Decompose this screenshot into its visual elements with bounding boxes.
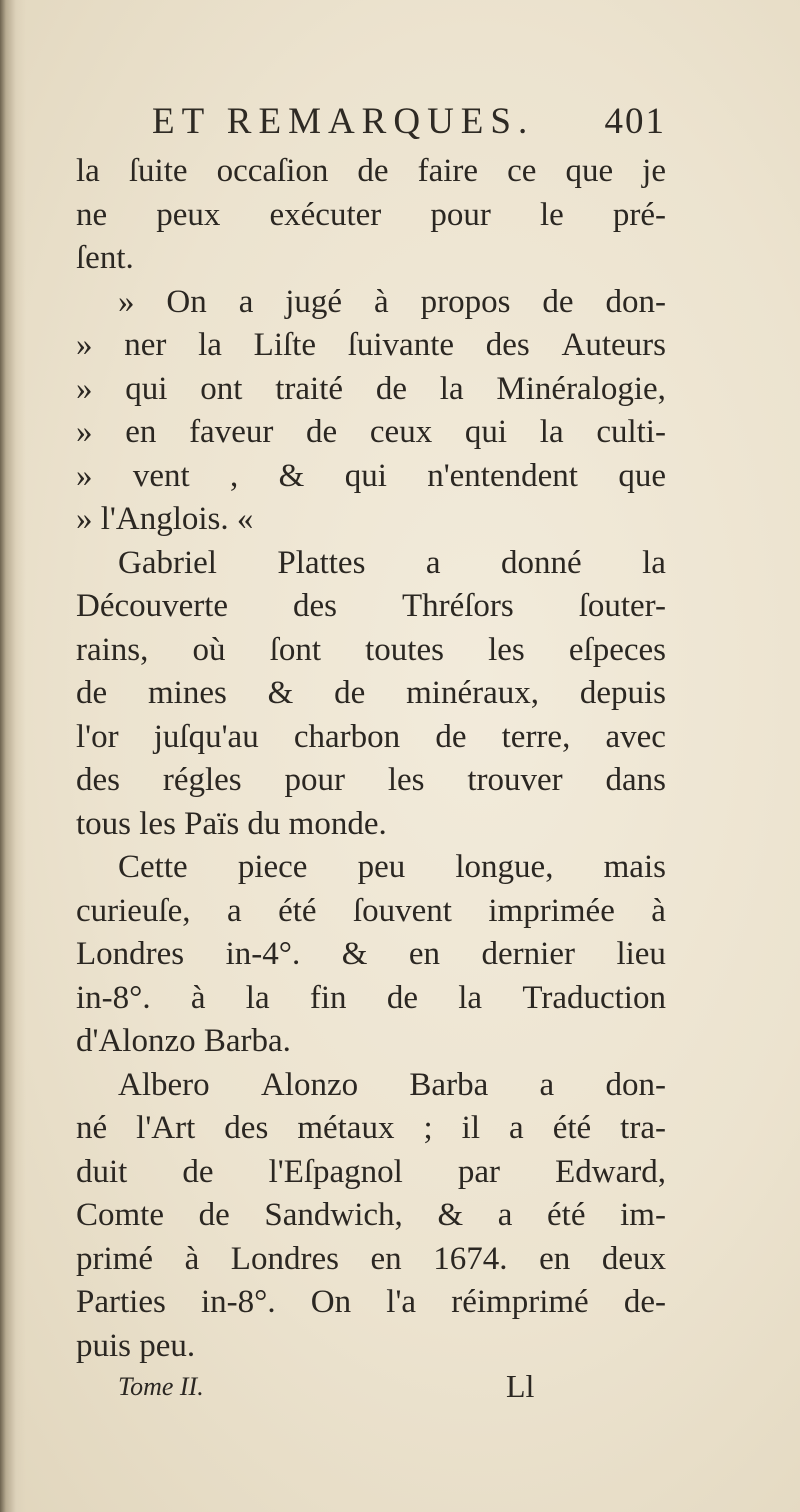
word: in-8°. — [76, 979, 151, 1016]
word: régles — [162, 762, 242, 798]
word: de — [542, 283, 574, 320]
word: » — [76, 414, 93, 450]
word: de — [386, 979, 418, 1016]
word: lieu — [616, 936, 666, 972]
text-line-12 — [76, 629, 666, 673]
word: à — [651, 892, 666, 929]
word: juſqu'au — [153, 718, 259, 755]
word: en — [370, 1240, 402, 1277]
word: que — [618, 457, 666, 494]
word: minéraux, — [406, 675, 539, 711]
word: des — [224, 1110, 269, 1146]
word: de — [435, 718, 467, 755]
text-line-2 — [76, 194, 666, 238]
text-line-1 — [76, 150, 666, 194]
word: de — [306, 414, 338, 450]
word: né — [76, 1110, 108, 1146]
word: avec — [605, 718, 666, 755]
text-line-11 — [76, 585, 666, 629]
word: 1674. — [433, 1240, 508, 1277]
word: donné — [501, 544, 582, 581]
word: faveur — [189, 414, 274, 450]
running-head-title: ET REMARQUES. — [152, 101, 535, 142]
word: les — [387, 762, 425, 798]
page-footer — [76, 1368, 666, 1414]
word: Traduction — [522, 979, 666, 1016]
word: l'Art — [136, 1110, 196, 1146]
word: On — [310, 1284, 352, 1320]
word: mines — [147, 675, 227, 711]
text-line-23 — [76, 1107, 666, 1151]
word: in-4°. — [225, 936, 301, 972]
word: jugé — [285, 283, 343, 320]
text-line-27 — [76, 1281, 666, 1325]
word: & — [267, 675, 294, 711]
word: été — [552, 1110, 592, 1146]
word: rains, — [76, 631, 149, 668]
word: exécuter — [269, 196, 382, 233]
word: n'entendent — [427, 457, 578, 494]
word: in-8°. — [201, 1284, 276, 1320]
word: Découverte — [76, 588, 229, 624]
word: vent — [132, 457, 190, 494]
word: de — [334, 675, 366, 711]
text-line-7 — [76, 411, 666, 455]
word: le — [539, 196, 564, 233]
running-head — [76, 100, 666, 150]
word: Alonzo — [260, 1066, 359, 1103]
word: ſouter- — [578, 588, 666, 624]
text-line-3: ſent. — [76, 240, 134, 276]
word: Plattes — [277, 544, 366, 581]
word: » — [76, 370, 93, 407]
text-line-18 — [76, 890, 666, 934]
word: des — [485, 327, 530, 363]
word: don- — [605, 1066, 666, 1103]
word: a — [497, 1197, 513, 1233]
word: Londres — [230, 1240, 339, 1277]
word: a — [238, 283, 254, 320]
word: qui — [125, 370, 168, 407]
word: im- — [620, 1197, 666, 1233]
word: la — [539, 414, 564, 450]
word: à — [190, 979, 206, 1016]
word: de — [375, 370, 407, 407]
word: qui — [344, 457, 387, 494]
word: en — [408, 936, 441, 972]
word: les — [488, 631, 525, 668]
word: dernier — [481, 936, 575, 972]
word: Londres — [76, 936, 185, 972]
word: culti- — [596, 414, 666, 450]
word: fin — [309, 979, 347, 1016]
word: de — [76, 675, 108, 711]
word: pour — [284, 762, 345, 798]
word: été — [547, 1197, 586, 1233]
word: la — [245, 979, 270, 1016]
text-line-10 — [76, 542, 666, 586]
text-line-15 — [76, 759, 666, 803]
text-line-21: d'Alonzo Barba. — [76, 1023, 291, 1059]
text-line-6 — [76, 368, 666, 412]
word: piece — [237, 849, 308, 885]
word: dans — [605, 762, 666, 798]
word: toutes — [365, 631, 444, 668]
word: Thréſors — [401, 588, 514, 624]
word: été — [278, 892, 317, 929]
word: par — [457, 1153, 501, 1190]
word: en — [125, 414, 157, 450]
word: deux — [601, 1240, 666, 1277]
word: des — [76, 762, 120, 798]
word: je — [642, 153, 666, 189]
word: » — [118, 283, 135, 320]
word: Minéralogie, — [496, 370, 666, 407]
word: On — [166, 283, 207, 320]
word: a — [509, 1110, 524, 1146]
word: l'or — [76, 718, 119, 755]
word: a — [425, 544, 441, 581]
word: charbon — [293, 718, 401, 755]
text-line-22 — [76, 1064, 666, 1108]
word: mais — [603, 849, 666, 885]
word: trouver — [467, 762, 563, 798]
word: , — [230, 457, 239, 494]
word: la — [458, 979, 483, 1016]
page-number: 401 — [604, 101, 666, 142]
text-line-26 — [76, 1238, 666, 1282]
word: ont — [200, 370, 243, 407]
word: & — [341, 936, 368, 972]
text-block — [76, 100, 666, 1414]
text-line-8 — [76, 455, 666, 499]
text-line-4 — [76, 281, 666, 325]
signature-mark: Ll — [506, 1368, 535, 1404]
word: Comte — [76, 1197, 164, 1233]
volume-mark: Tome II. — [118, 1372, 204, 1401]
word: métaux — [297, 1110, 395, 1146]
word: Liſte — [253, 327, 316, 363]
word: don- — [605, 283, 666, 320]
text-line-16: tous les Païs du monde. — [76, 805, 387, 842]
text-line-28: puis peu. — [76, 1327, 196, 1364]
word: la — [642, 544, 666, 581]
word: à — [374, 283, 389, 320]
word: l'a — [386, 1284, 417, 1320]
word: à — [184, 1240, 200, 1277]
word: propos — [420, 283, 511, 320]
text-line-14 — [76, 716, 666, 760]
word: de- — [623, 1284, 666, 1320]
word: a — [226, 892, 242, 929]
word: peux — [156, 196, 221, 233]
word: pour — [430, 196, 491, 233]
word: traité — [275, 370, 344, 407]
word: qui — [464, 414, 508, 450]
word: réimprimé — [451, 1284, 589, 1320]
word: de — [198, 1197, 230, 1233]
word: imprimée — [488, 892, 615, 929]
word: ner — [124, 327, 167, 363]
word: Cette — [118, 849, 188, 885]
word: faire — [417, 153, 479, 189]
text-line-17 — [76, 846, 666, 890]
word: Barba — [409, 1066, 489, 1103]
word: il — [461, 1110, 480, 1146]
word: & — [437, 1197, 464, 1233]
word: la — [439, 370, 464, 407]
word: Gabriel — [118, 544, 217, 581]
text-line-24 — [76, 1151, 666, 1195]
word: pré- — [612, 196, 666, 233]
word: la — [198, 327, 222, 363]
word: ſuite — [128, 153, 188, 189]
word: en — [539, 1240, 571, 1277]
word: & — [278, 457, 305, 494]
word: ce — [507, 153, 537, 189]
binding-gutter — [0, 0, 26, 1512]
word: Albero — [118, 1066, 210, 1103]
word: tra- — [620, 1110, 666, 1146]
word: a — [539, 1066, 555, 1103]
word: duit — [76, 1153, 128, 1190]
word: terre, — [501, 718, 571, 755]
word: la — [76, 153, 100, 189]
word: ſouvent — [352, 892, 452, 929]
word: de — [182, 1153, 214, 1190]
text-line-9: » l'Anglois. « — [76, 501, 254, 537]
word: » — [76, 327, 93, 363]
word: Parties — [76, 1284, 166, 1320]
text-line-19 — [76, 933, 666, 977]
word: de — [357, 153, 389, 189]
word: ; — [423, 1110, 433, 1146]
word: longue, — [455, 849, 554, 885]
word: ſuivante — [347, 327, 455, 363]
text-line-25 — [76, 1194, 666, 1238]
word: occaſion — [216, 153, 329, 189]
word: des — [293, 588, 338, 624]
word: ſont — [269, 631, 321, 668]
word: où — [192, 631, 226, 668]
word: depuis — [579, 675, 666, 711]
text-line-13 — [76, 672, 666, 716]
word: ceux — [369, 414, 433, 450]
text-line-20 — [76, 977, 666, 1021]
word: peu — [357, 849, 406, 885]
word: Edward, — [555, 1153, 666, 1190]
word: Sandwich, — [264, 1197, 403, 1233]
word: primé — [76, 1240, 153, 1277]
word: » — [76, 457, 93, 494]
text-line-5 — [76, 324, 666, 368]
word: eſpeces — [568, 631, 666, 668]
word: Auteurs — [561, 327, 666, 363]
word: ne — [76, 196, 108, 233]
word: que — [565, 153, 614, 189]
word: curieuſe, — [76, 892, 191, 929]
word: l'Eſpagnol — [268, 1153, 403, 1190]
